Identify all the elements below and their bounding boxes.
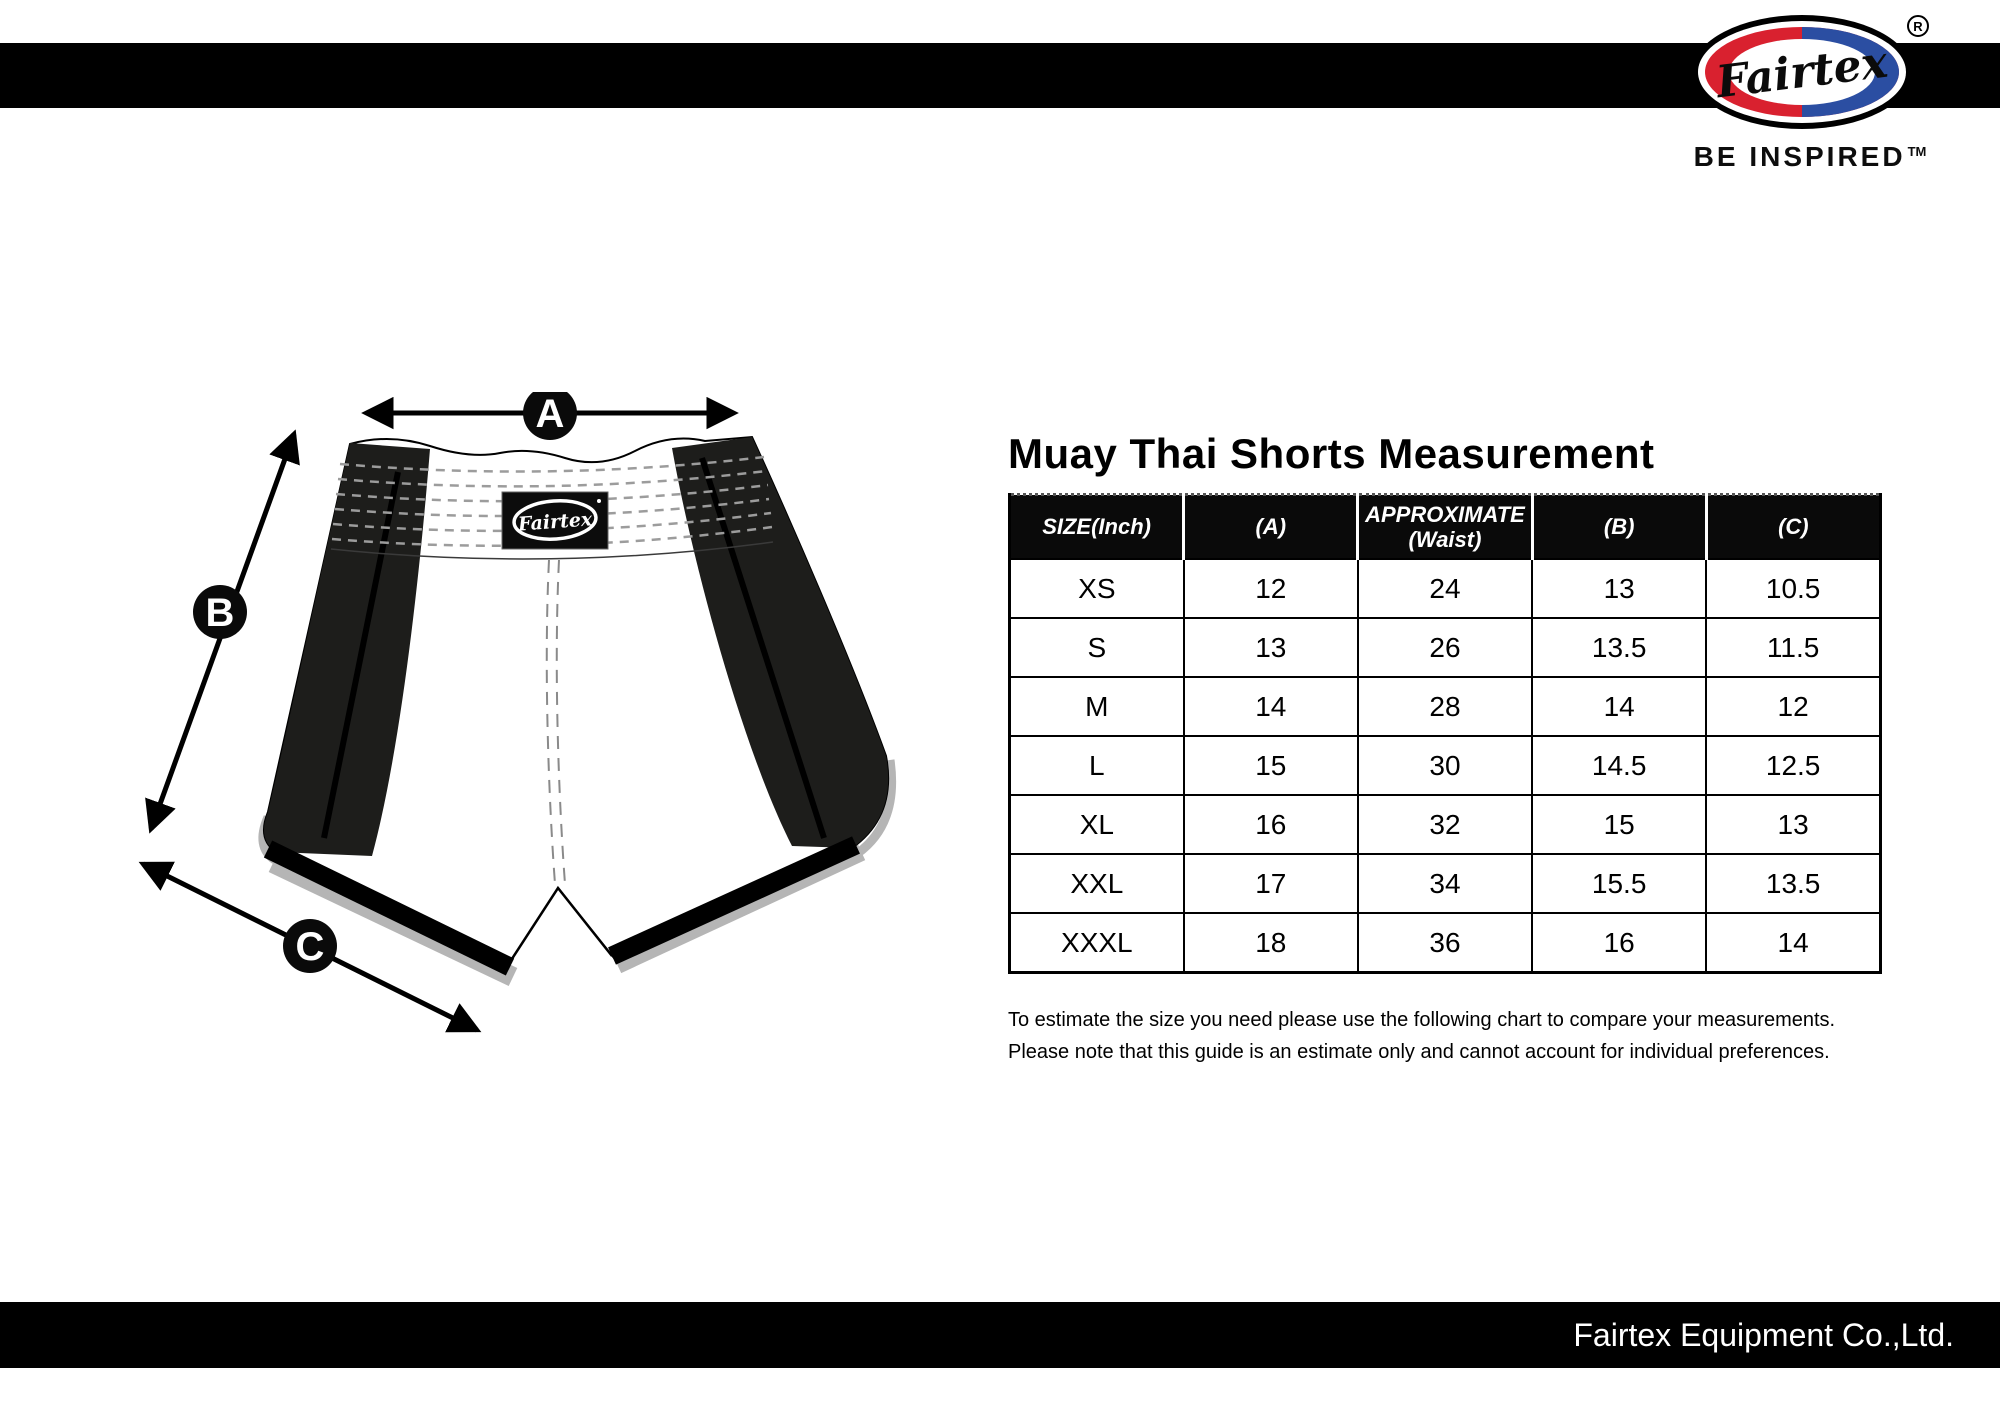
col-header-size: SIZE(Inch): [1010, 495, 1184, 560]
waist-cell: 24: [1358, 559, 1532, 618]
col-header-waist-line2: (Waist): [1408, 527, 1482, 552]
waist-cell: 34: [1358, 854, 1532, 913]
a-cell: 17: [1184, 854, 1358, 913]
measurement-arrow-a: [366, 392, 734, 440]
c-cell: 12.5: [1706, 736, 1880, 795]
size-cell: L: [1010, 736, 1184, 795]
brand-logo: [1678, 12, 1942, 173]
shorts-measurement-diagram: [100, 392, 920, 1060]
size-cell: S: [1010, 618, 1184, 677]
sizing-note: [1008, 1004, 1908, 1068]
col-header-a: (A): [1184, 495, 1358, 560]
table-row: [1010, 854, 1881, 913]
a-cell: 18: [1184, 913, 1358, 973]
waist-cell: 30: [1358, 736, 1532, 795]
c-cell: 11.5: [1706, 618, 1880, 677]
col-header-waist-line1: APPROXIMATE: [1365, 501, 1525, 527]
trademark-icon: TM: [1907, 143, 1927, 159]
measurement-section: [1008, 430, 1888, 1068]
table-row: [1010, 677, 1881, 736]
c-cell: 14: [1706, 913, 1880, 973]
col-header-waist: [1358, 495, 1532, 560]
b-cell: 16: [1532, 913, 1706, 973]
brand-tagline: [1678, 141, 1942, 173]
b-cell: 13: [1532, 559, 1706, 618]
table-row: [1010, 618, 1881, 677]
sizing-note-line2: Please note that this guide is an estimate only and cannot account for individual preferences.: [1008, 1041, 1830, 1063]
size-cell: XXL: [1010, 854, 1184, 913]
waist-cell: 28: [1358, 677, 1532, 736]
label-a: A: [535, 392, 565, 436]
logo-script-text: Fairtex: [1713, 36, 1891, 109]
size-cell: M: [1010, 677, 1184, 736]
size-cell: XS: [1010, 559, 1184, 618]
a-cell: 16: [1184, 795, 1358, 854]
table-row: [1010, 913, 1881, 973]
c-cell: 10.5: [1706, 559, 1880, 618]
size-cell: XL: [1010, 795, 1184, 854]
c-cell: 12: [1706, 677, 1880, 736]
label-b: B: [205, 591, 235, 635]
registered-trademark-icon: [1908, 16, 1928, 36]
table-row: [1010, 559, 1881, 618]
waist-cell: 32: [1358, 795, 1532, 854]
waist-cell: 36: [1358, 913, 1532, 973]
a-cell: 13: [1184, 618, 1358, 677]
fairtex-oval-logo-icon: [1690, 12, 1930, 136]
company-name: Fairtex Equipment Co.,Ltd.: [1573, 1316, 1954, 1353]
a-cell: 12: [1184, 559, 1358, 618]
svg-text:R: R: [1913, 19, 1923, 34]
waistband-logo-patch: [502, 492, 608, 549]
b-cell: 15.5: [1532, 854, 1706, 913]
page-title: Muay Thai Shorts Measurement: [1008, 430, 1655, 477]
table-row: [1010, 795, 1881, 854]
waist-cell: 26: [1358, 618, 1532, 677]
table-header-row: [1010, 495, 1881, 560]
c-cell: 13.5: [1706, 854, 1880, 913]
b-cell: 14: [1532, 677, 1706, 736]
footer-stripe: [0, 1302, 2000, 1368]
b-cell: 14.5: [1532, 736, 1706, 795]
tagline-text: BE INSPIRED: [1693, 141, 1906, 172]
patch-text: Fairtex: [517, 508, 593, 536]
col-header-c: (C): [1706, 495, 1880, 560]
b-cell: 13.5: [1532, 618, 1706, 677]
a-cell: 15: [1184, 736, 1358, 795]
a-cell: 14: [1184, 677, 1358, 736]
label-c: C: [295, 925, 325, 969]
col-header-b: (B): [1532, 495, 1706, 560]
size-table: [1008, 493, 1882, 974]
c-cell: 13: [1706, 795, 1880, 854]
sizing-note-line1: To estimate the size you need please use the following chart to compare your measurements.: [1008, 1009, 1836, 1031]
size-cell: XXXL: [1010, 913, 1184, 973]
measurement-arrow-b: [151, 434, 294, 829]
table-row: [1010, 736, 1881, 795]
b-cell: 15: [1532, 795, 1706, 854]
